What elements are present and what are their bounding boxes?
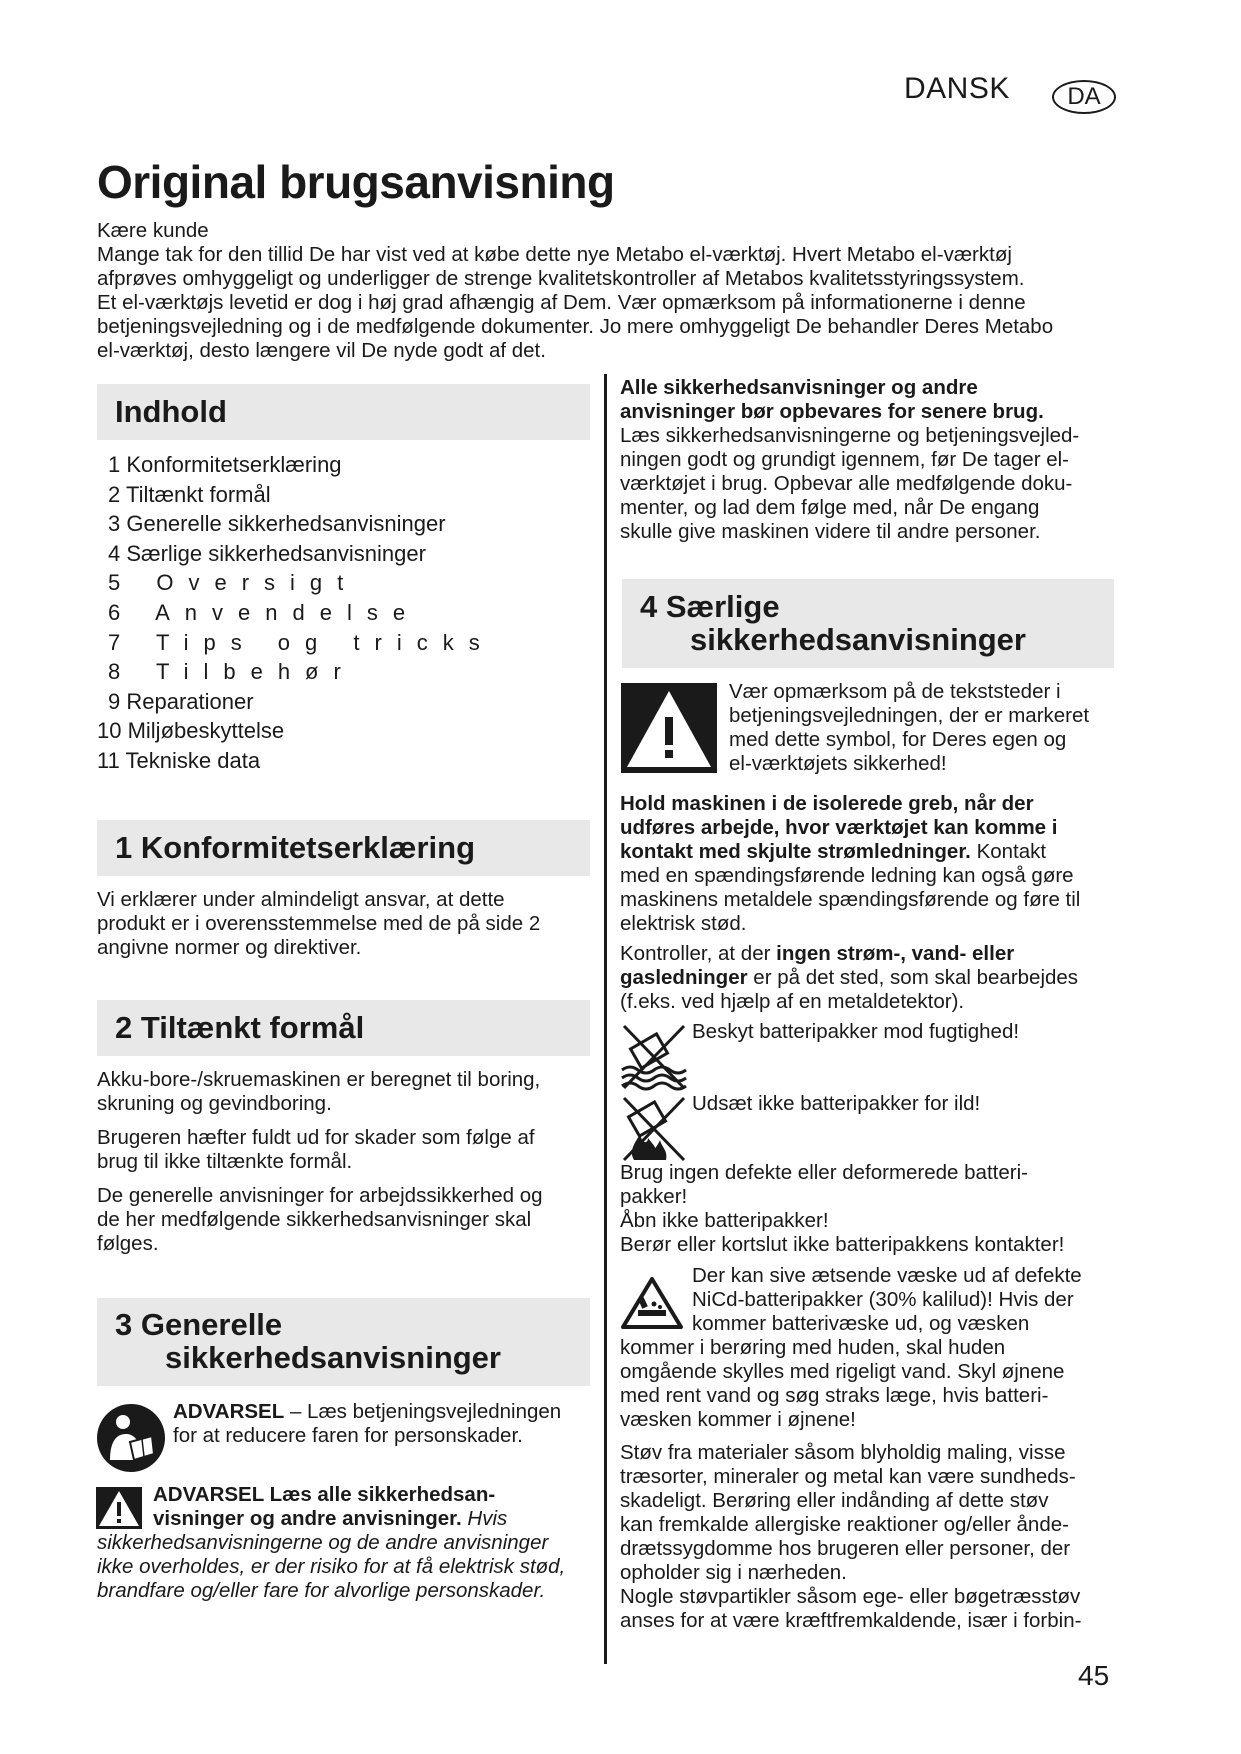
- text-line: skadeligt. Berøring eller indånding af dette støv: [620, 1489, 1049, 1512]
- read-manual-icon: [96, 1402, 166, 1474]
- text-line: ningen godt og grundigt igennem, før De tager el-: [620, 448, 1069, 471]
- text-line: sikkerhedsanvisningerne og de andre anvisninger: [97, 1531, 549, 1554]
- text-line: Akku-bore-/skruemaskinen er beregnet til boring,: [97, 1068, 541, 1091]
- text-line: betjeningsvejledningen, der er markeret: [729, 704, 1090, 727]
- warning-italic-text: Hvis: [461, 1507, 508, 1530]
- warning-text: for at reducere faren for personskader.: [173, 1424, 523, 1447]
- text-line: værktøjet i brug. Opbevar alle medfølgende doku-: [620, 472, 1073, 495]
- dust-warning: [620, 1441, 1140, 1633]
- check-hidden-lines: [620, 942, 1140, 1014]
- battery-handling: [620, 1161, 1140, 1257]
- text-line: anses for at være kræftfremkaldende, især i forbin-: [620, 1609, 1082, 1632]
- warning-read-manual: [173, 1400, 593, 1448]
- text-line: ikke overholdes, er der risiko for at få elektrisk stød,: [97, 1555, 566, 1578]
- text-line: gasledninger: [620, 966, 748, 989]
- warning-label: ADVARSEL: [173, 1400, 285, 1423]
- text-line: de her medfølgende sikkerhedsanvisninger skal: [97, 1208, 532, 1231]
- text-line: angivne normer og direktiver.: [97, 936, 362, 959]
- heading-line: 4 Særlige: [640, 589, 780, 624]
- attention-text: [729, 680, 1149, 776]
- text-line: skruning og gevindboring.: [97, 1092, 332, 1115]
- keep-instructions: [620, 376, 1140, 544]
- text-line: anvisninger bør opbevares for senere brug.: [620, 400, 1044, 423]
- column-divider: [604, 374, 607, 1664]
- text-line: med dette symbol, for Deres egen og: [729, 728, 1067, 751]
- text-line: pakker!: [620, 1185, 688, 1208]
- text-line: kontakt med skjulte strømledninger.: [620, 840, 971, 863]
- language-label: DANSK: [904, 72, 1010, 105]
- toc-item: 7 Tips og tricks: [108, 629, 495, 655]
- intro-line: afprøves omhyggeligt og underligger de strenge kvalitetskontroller af Metabos kvalitetsstyringssystem.: [97, 267, 1025, 290]
- text-line: Nogle støvpartikler såsom ege- eller bøgetræsstøv: [620, 1585, 1081, 1608]
- text-line: Kontakt: [970, 840, 1047, 863]
- toc-item: 8 Tilbehør: [108, 659, 356, 685]
- text-line: Kontroller, at der: [620, 942, 777, 965]
- acid-warning: [692, 1264, 1132, 1336]
- section-2-heading: 2 Tiltænkt formål: [97, 1000, 590, 1056]
- intro-line: Et el-værktøjs levetid er dog i høj grad afhængig af Dem. Vær opmærksom på informationerne i denne: [97, 291, 1026, 314]
- text-line: Der kan sive ætsende væske ud af defekte: [692, 1264, 1082, 1287]
- page-number: 45: [1078, 1660, 1110, 1691]
- hold-insulated-grips: [620, 792, 1140, 936]
- warning-bold-text: ADVARSEL Læs alle sikkerhedsan-: [153, 1483, 496, 1506]
- warning-bold-text: visninger og andre anvisninger.: [153, 1507, 462, 1530]
- intro-greeting: Kære kunde: [97, 219, 209, 242]
- text-line: elektrisk stød.: [620, 912, 747, 935]
- section-1-text: [97, 888, 597, 960]
- text-line: udføres arbejde, hvor værktøjet kan komme i: [620, 816, 1058, 839]
- text-line: menter, og lad dem følge med, når De engang: [620, 496, 1040, 519]
- warning-italic-block: [97, 1531, 597, 1603]
- text-line: Vi erklærer under almindeligt ansvar, at dette: [97, 888, 505, 911]
- text-line: maskinens metaldele spændingsførende og føre til: [620, 888, 1081, 911]
- text-line: Vær opmærksom på de tekststeder i: [729, 680, 1061, 703]
- text-line: el-værktøjets sikkerhed!: [729, 752, 947, 775]
- text-line: væsken kommer i øjnene!: [620, 1408, 856, 1431]
- text-line: Alle sikkerhedsanvisninger og andre: [620, 376, 978, 399]
- text-line: med rent vand og søg straks læge, hvis batteri-: [620, 1384, 1049, 1407]
- toc-item: 1 Konformitetserklæring: [108, 452, 342, 477]
- text-line: er på det sted, som skal bearbejdes: [747, 966, 1079, 989]
- text-line: drætssygdomme hos brugeren eller personer, der: [620, 1537, 1071, 1560]
- text-line: Åbn ikke batteripakker!: [620, 1209, 829, 1232]
- intro-line: Mange tak for den tillid De har vist ved at købe dette nye Metabo el-værktøj. Hvert Metabo el-værktøj: [97, 243, 1012, 266]
- warning-text: – Læs betjeningsvejledningen: [284, 1400, 562, 1423]
- toc-item: 2 Tiltænkt formål: [108, 481, 271, 507]
- text-line: kan fremkalde allergiske reaktioner og/eller ånde-: [620, 1513, 1069, 1536]
- text-line: Brug ingen defekte eller deformerede batteri-: [620, 1161, 1028, 1184]
- toc-item: 5 Oversigt: [108, 570, 359, 596]
- intro-line: el-værktøj, desto længere vil De nyde godt af det.: [97, 339, 546, 362]
- text-line: brandfare og/eller fare for alvorlige personskader.: [97, 1579, 546, 1602]
- text-line: omgående skylles med rigeligt vand. Skyl øjnene: [620, 1360, 1065, 1383]
- toc-item: 3 Generelle sikkerhedsanvisninger: [108, 511, 446, 537]
- text-line: De generelle anvisninger for arbejdssikkerhed og: [97, 1184, 543, 1207]
- text-line: kommer batterivæske ud, og væsken: [692, 1312, 1030, 1335]
- fire-warning: Udsæt ikke batteripakker for ild!: [692, 1092, 981, 1115]
- text-line: (f.eks. ved hjælp af en metaldetektor).: [620, 990, 965, 1013]
- warning-all-instructions: [153, 1483, 593, 1531]
- text-line: Læs sikkerhedsanvisningerne og betjeningsvejled-: [620, 424, 1080, 447]
- no-fire-icon: [620, 1094, 688, 1164]
- toc-list: [97, 450, 495, 776]
- no-moisture-icon: [620, 1022, 688, 1092]
- text-line: brug til ikke tiltænkte formål.: [97, 1150, 353, 1173]
- moisture-warning: Beskyt batteripakker mod fugtighed!: [692, 1020, 1020, 1043]
- text-line: skulle give maskinen videre til andre personer.: [620, 520, 1041, 543]
- section-4-heading: [622, 579, 1114, 668]
- intro-text: [97, 219, 1137, 363]
- text-line: træsorter, mineraler og metal kan være sundheds-: [620, 1465, 1076, 1488]
- warning-triangle-icon: [621, 683, 717, 773]
- toc-item: 6 Anvendelse: [108, 599, 421, 625]
- section-2-text: [97, 1068, 597, 1256]
- text-line: følges.: [97, 1232, 159, 1255]
- section-3-heading: [97, 1298, 590, 1386]
- acid-warning-cont: [620, 1336, 1140, 1432]
- section-1-heading: 1 Konformitetserklæring: [97, 820, 590, 876]
- heading-line: sikkerhedsanvisninger: [165, 1340, 501, 1375]
- toc-item: 11 Tekniske data: [97, 747, 261, 773]
- intro-line: betjeningsvejledning og i de medfølgende dokumenter. Jo mere omhyggeligt De behandler Deres Metabo: [97, 315, 1054, 338]
- text-line: ingen strøm-, vand- eller: [776, 942, 1015, 965]
- text-line: NiCd-batteripakker (30% kalilud)! Hvis der: [692, 1288, 1074, 1311]
- text-line: kommer i berøring med huden, skal huden: [620, 1336, 1006, 1359]
- text-line: Hold maskinen i de isolerede greb, når der: [620, 792, 1034, 815]
- text-line: Brugeren hæfter fuldt ud for skader som følge af: [97, 1126, 535, 1149]
- text-line: produkt er i overensstemmelse med de på side 2: [97, 912, 541, 935]
- corrosive-icon: [620, 1276, 684, 1330]
- page-title: Original brugsanvisning: [97, 156, 615, 208]
- text-line: med en spændingsførende ledning kan også gøre: [620, 864, 1074, 887]
- heading-line: 3 Generelle: [115, 1307, 283, 1342]
- toc-item: 10 Miljøbeskyttelse: [97, 718, 285, 744]
- heading-line: sikkerhedsanvisninger: [690, 622, 1026, 657]
- toc-item: 9 Reparationer: [108, 688, 254, 714]
- text-line: Berør eller kortslut ikke batteripakkens kontakter!: [620, 1233, 1065, 1256]
- text-line: Støv fra materialer såsom blyholdig maling, visse: [620, 1441, 1066, 1464]
- text-line: opholder sig i nærheden.: [620, 1561, 847, 1584]
- toc-item: 4 Særlige sikkerhedsanvisninger: [108, 540, 426, 566]
- warning-triangle-icon: [96, 1487, 142, 1529]
- toc-heading: Indhold: [97, 384, 590, 440]
- language-badge: DA: [1052, 80, 1116, 114]
